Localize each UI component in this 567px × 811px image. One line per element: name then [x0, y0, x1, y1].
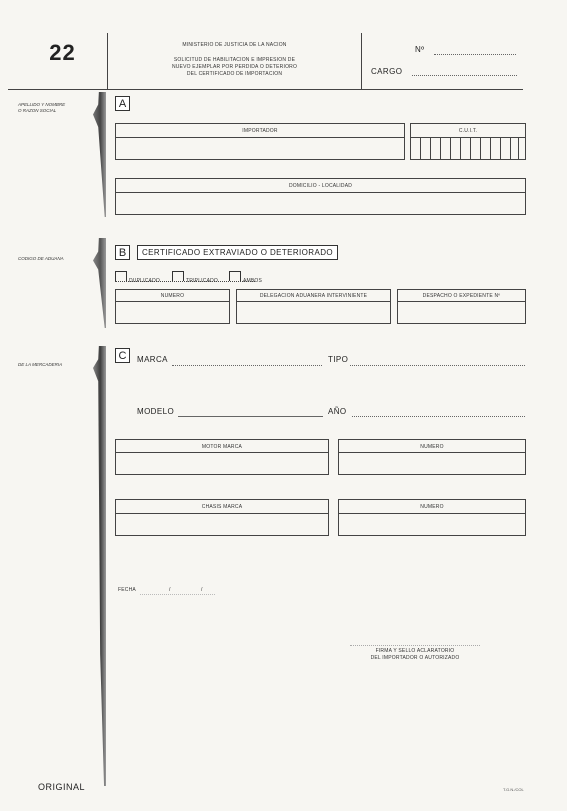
form-title-line3: DEL CERTIFICADO DE IMPORTACION — [186, 71, 283, 77]
marca-field[interactable] — [172, 365, 322, 366]
section-c-tab-shadow — [93, 346, 106, 786]
header-bottom-line — [8, 89, 523, 90]
section-c-letter: C — [115, 348, 130, 363]
signature-label-line2: DEL IMPORTADOR O AUTORIZADO — [370, 655, 460, 661]
tipo-label: TIPO — [328, 355, 349, 364]
dispatch-number-label: DESPACHO O EXPEDIENTE Nº — [422, 293, 501, 299]
side-label-c: DE LA MERCADERIA — [18, 362, 63, 367]
cargo-label: CARGO — [371, 67, 403, 76]
fecha-label: FECHA — [118, 587, 136, 593]
ambos-label: AMBOS — [243, 278, 263, 284]
side-label-a-line1: APELLIDO Y NOMBRE — [18, 102, 66, 107]
certificate-number-label: NUMERO — [160, 293, 185, 299]
anio-field[interactable] — [352, 416, 525, 417]
date-separator-2: / — [201, 587, 203, 593]
ministry-name: MINISTERIO DE JUSTICIA DE LA NACION — [182, 42, 287, 48]
date-separator-1: / — [169, 587, 171, 593]
signature-field[interactable] — [350, 645, 480, 646]
marca-label: MARCA — [137, 355, 168, 364]
side-label-a-line2: O RAZON SOCIAL — [18, 108, 57, 113]
form-title-line2: NUEVO EJEMPLAR POR PERDIDA O DETERIORO — [171, 64, 298, 70]
motor-brand-label: MOTOR MARCA — [201, 444, 243, 450]
tipo-field[interactable] — [350, 365, 525, 366]
number-label: Nº — [415, 45, 425, 54]
triplicado-label: TRIPLICADO — [186, 278, 219, 284]
triplicado-checkbox[interactable] — [172, 271, 184, 281]
customs-delegation-label: DELEGACION ADUANERA INTERVINIENTE — [259, 293, 368, 299]
section-b-tab-shadow — [93, 238, 106, 328]
modelo-field[interactable] — [178, 416, 323, 417]
address-label: DOMICILIO - LOCALIDAD — [288, 183, 353, 189]
anio-label: AÑO — [328, 407, 347, 416]
section-b-title: CERTIFICADO EXTRAVIADO O DETERIORADO — [137, 245, 338, 260]
modelo-label: MODELO — [137, 407, 175, 416]
number-field[interactable] — [434, 54, 516, 55]
cargo-field[interactable] — [412, 75, 517, 76]
header-divider-right — [361, 33, 362, 89]
copy-label: ORIGINAL — [38, 782, 86, 792]
cuit-label: C.U.I.T. — [458, 128, 478, 134]
form-number: 22 — [49, 40, 76, 65]
printer-mark: T.G.N./COL — [503, 787, 524, 792]
signature-label-line1: FIRMA Y SELLO ACLARATORIO — [375, 648, 455, 654]
date-field[interactable] — [140, 594, 215, 595]
chassis-brand-label: CHASIS MARCA — [201, 504, 243, 510]
duplicado-label: DUPLICADO — [129, 278, 160, 284]
ambos-checkbox[interactable] — [229, 271, 241, 281]
chassis-number-label: NUMERO — [420, 504, 444, 510]
form-title-line1: SOLICITUD DE HABILITACION E IMPRESION DE — [173, 57, 296, 63]
section-b-letter: B — [115, 245, 130, 260]
importer-label: IMPORTADOR — [242, 128, 278, 134]
side-label-b: CODIGO DE ADUANA — [18, 256, 64, 261]
section-a-letter: A — [115, 96, 130, 111]
duplicado-checkbox[interactable] — [115, 271, 127, 281]
motor-number-label: NUMERO — [420, 444, 444, 450]
section-a-tab-shadow — [93, 92, 106, 217]
